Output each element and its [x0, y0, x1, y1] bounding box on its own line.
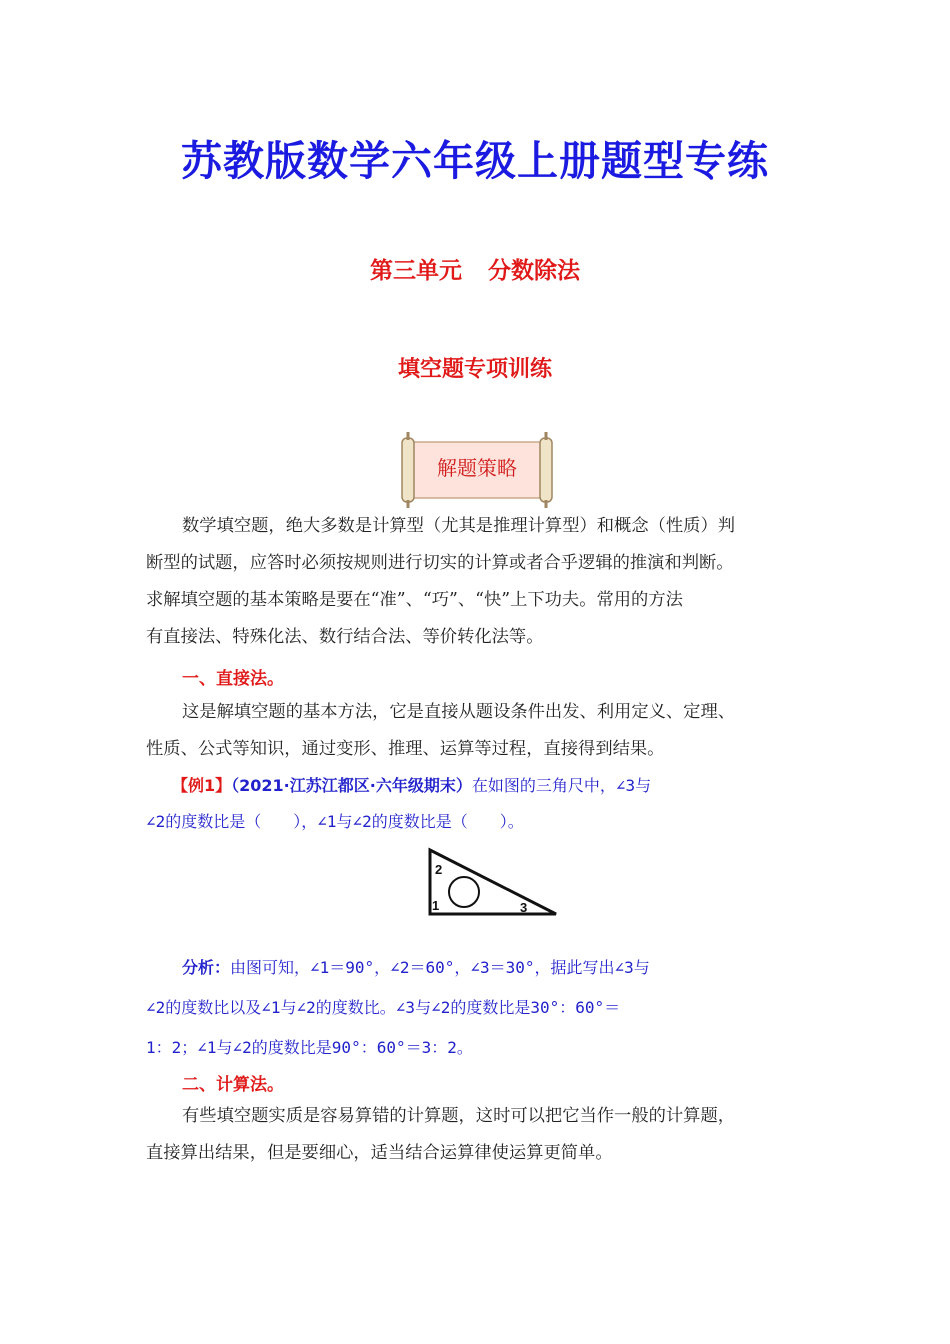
- example-1: [146, 768, 806, 840]
- example-text: 在如图的三角尺中，∠3与: [471, 776, 652, 795]
- analysis-text: 由图可知，∠1＝90°，∠2＝60°，∠3＝30°，据此写出∠3与: [230, 958, 650, 977]
- calc-line: 直接算出结果，但是要细心，适当结合运算律使运算更简单。: [146, 1143, 613, 1163]
- analysis-label: 分析：: [182, 958, 231, 977]
- calc-line: 有些填空题实质是容易算错的计算题，这时可以把它当作一般的计算题，: [182, 1106, 736, 1126]
- unit-topic: 分数除法: [488, 258, 580, 284]
- strategy-banner: [396, 432, 558, 508]
- document-title: 苏教版数学六年级上册题型专练: [181, 137, 769, 185]
- section-subtitle: 填空题专项训练: [397, 357, 552, 382]
- analysis-block: [146, 948, 806, 1068]
- unit-number: 第三单元: [370, 258, 462, 284]
- triangle-ruler-figure: [424, 846, 560, 918]
- intro-line: 求解填空题的基本策略是要在“准”、“巧”、“快”上下功夫。常用的方法: [146, 590, 683, 610]
- angle-label-2: 2: [435, 862, 443, 877]
- angle-label-3: 3: [520, 900, 528, 915]
- strategy-label: 解题策略: [437, 456, 517, 480]
- example-text: ∠2的度数比是（ ），∠1与∠2的度数比是（ ）。: [146, 812, 524, 831]
- analysis-text: 1：2；∠1与∠2的度数比是90°：60°＝3：2。: [146, 1038, 473, 1057]
- intro-line: 有直接法、特殊化法、数行结合法、等价转化法等。: [146, 627, 544, 647]
- intro-line: 断型的试题，应答时必须按规则进行切实的计算或者合乎逻辑的推演和判断。: [146, 553, 734, 573]
- example-tag: 【例1】: [172, 776, 232, 795]
- angle-label-1: 1: [432, 898, 440, 913]
- section-heading-direct: 一、直接法。: [182, 669, 284, 689]
- direct-method-paragraph: [146, 694, 806, 768]
- intro-line: 数学填空题，绝大多数是计算型（尤其是推理计算型）和概念（性质）判: [182, 516, 736, 536]
- intro-paragraph: [146, 508, 842, 656]
- section-heading-calc: 二、计算法。: [182, 1075, 284, 1095]
- example-source: （2021·江苏江都区·六年级期末）: [231, 776, 472, 795]
- direct-line: 这是解填空题的基本方法，它是直接从题设条件出发、利用定义、定理、: [182, 702, 736, 722]
- unit-title: [0, 252, 950, 285]
- direct-line: 性质、公式等知识，通过变形、推理、运算等过程，直接得到结果。: [146, 739, 665, 759]
- calc-method-paragraph: [146, 1098, 806, 1172]
- analysis-text: ∠2的度数比以及∠1与∠2的度数比。∠3与∠2的度数比是30°：60°＝: [146, 998, 621, 1017]
